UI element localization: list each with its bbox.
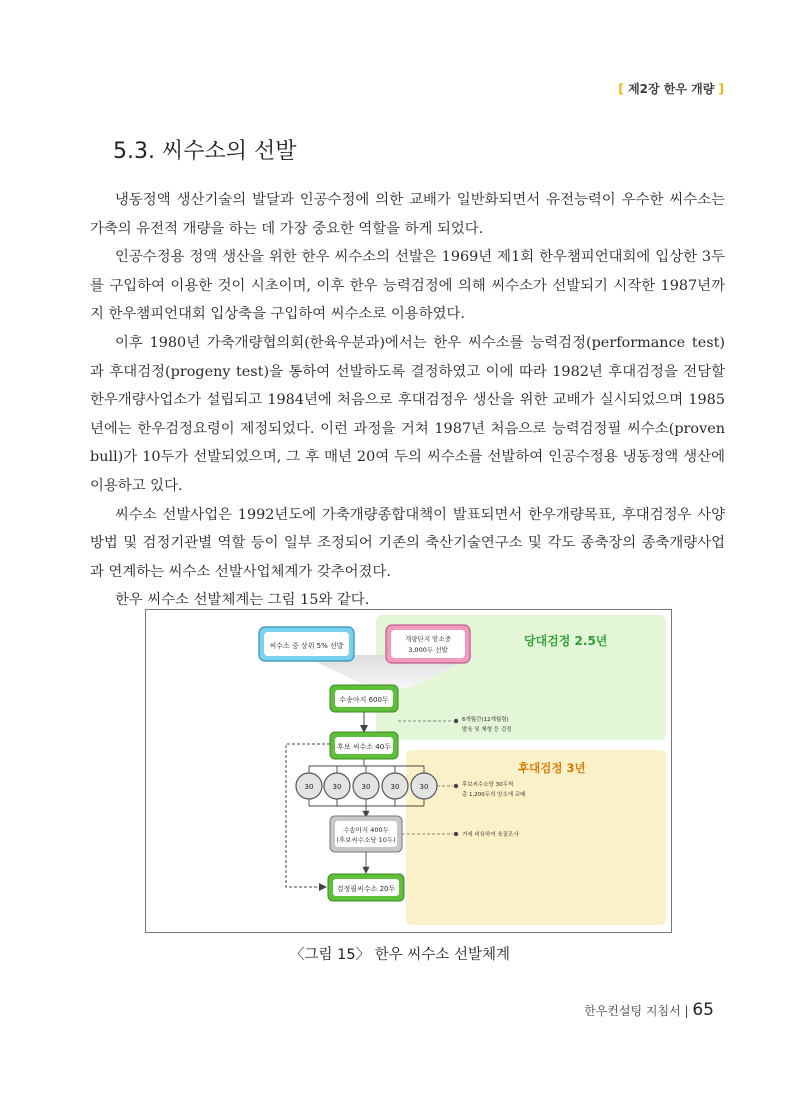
note-1-line2: 발육 및 체형 등 검정 xyxy=(462,727,512,733)
box-top-cows xyxy=(386,625,470,663)
paragraph: 한우 씨수소 선발체계는 그림 15와 같다. xyxy=(115,592,370,609)
circle-label: 30 xyxy=(361,783,371,791)
paragraph: 씨수소 선발사업은 1992년도에 가축개량종합대책이 발표되면서 한우개량목표, 후대검정우 사양방법 및 검정기관별 역할 등이 일부 조정되어 기존의 축산기술연구소 및 각도 종축장의 종축개량사업과 연계하는 씨수소 선발사업체계가 갖추어졌다. xyxy=(90,506,725,580)
box-progeny-line2: (후보씨수소당 10두) xyxy=(336,836,396,844)
circle-label: 30 xyxy=(304,783,314,791)
circle-label: 30 xyxy=(390,783,400,791)
footer-divider: | xyxy=(684,1004,693,1018)
box-top-bulls xyxy=(259,627,354,661)
paragraph: 이후 1980년 가축개량협의회(한육우분과)에서는 한우 씨수소를 능력검정(performance test)과 후대검정(progeny test)을 통하여 선발하도록 결정하였고 이에 따라 1982년 후대검정을 전담할 한우개량사업소가 설립되고 1984년에 처음으로 후대검정우 생산을 위한 교배가 실시되었으며 1985년에는 한우검정요령이 제정되었다. 이런 과정을 거쳐 1987년 처음으로 능력검정필 씨수소(proven bull)가 10두가 선발되었으며, 그 후 매년 20여 두의 씨수소를 선발하여 인공수정용 냉동정액 생산에 이용하고 있다. xyxy=(90,334,725,494)
band-progeny-test xyxy=(406,750,666,925)
note-2-line2: 총 1,200두의 암소에 교배 xyxy=(462,792,526,798)
arrow-bypass-dashed xyxy=(286,744,330,887)
chapter-tag xyxy=(618,80,724,97)
bullet-note-3 xyxy=(454,832,458,836)
note-3-text: 거세 비육하여 육질조사 xyxy=(462,832,519,838)
figure-caption: 〈그림 15〉 한우 씨수소 선발체계 xyxy=(290,947,510,963)
box-top-bulls-label: 씨수소 중 상위 5% 선발 xyxy=(269,642,344,650)
chapter-tag-text: 제2장 한우 개량 xyxy=(628,82,715,96)
section-title: 5.3. 씨수소의 선발 xyxy=(113,139,297,164)
box-proven xyxy=(328,874,404,901)
page-footer xyxy=(584,1000,714,1020)
box-proven-label: 검정필씨수소 20두 xyxy=(336,885,396,893)
box-progeny xyxy=(330,816,402,852)
page-number: 65 xyxy=(692,1000,714,1020)
bullet-note-2 xyxy=(454,784,458,788)
box-calves-label: 수송아지 600두 xyxy=(339,696,389,704)
book-title: 한우컨설팅 지침서 xyxy=(584,1004,681,1018)
circle-label: 30 xyxy=(419,783,429,791)
note-2-line1: 후보씨수소당 30두씩 xyxy=(462,782,514,788)
period-label-performance: 당대검정 2.5년 xyxy=(524,634,608,648)
paragraph: 인공수정용 정액 생산을 위한 한우 씨수소의 선발은 1969년 제1회 한우챔피언대회에 입상한 3두를 구입하여 이용한 것이 시초이며, 이후 한우 능력검정에 의해 씨수소가 선발되기 시작한 1987년까지 한우챔피언대회 입상축을 구입하여 씨수소로 이용하였다. xyxy=(90,249,725,323)
box-calves xyxy=(330,685,398,712)
bullet-note-1 xyxy=(454,719,458,723)
box-candidates xyxy=(330,732,398,759)
circle-label: 30 xyxy=(332,783,342,791)
body-text xyxy=(90,186,725,615)
circle-group xyxy=(296,773,437,799)
box-top-cows-line1: 개량단지 암소중 xyxy=(404,635,452,643)
box-candidates-label: 후보 씨수소 40두 xyxy=(337,743,391,751)
note-1-line1: 6개월간(12개월령) xyxy=(462,717,509,723)
box-progeny-line1: 수송아지 400두 xyxy=(343,826,389,834)
figure-selection-system xyxy=(145,609,672,933)
bracket-close: ] xyxy=(714,82,724,96)
flow-diagram xyxy=(146,610,671,932)
paragraph: 냉동정액 생산기술의 발달과 인공수정에 의한 교배가 일반화되면서 유전능력이 우수한 씨수소는 가축의 유전적 개량을 하는 데 가장 중요한 역할을 하게 되었다. xyxy=(90,192,725,237)
box-top-cows-line2: 3,000두 선발 xyxy=(408,646,448,654)
period-label-progeny: 후대검정 3년 xyxy=(518,761,586,775)
bracket-open: [ xyxy=(618,82,629,96)
